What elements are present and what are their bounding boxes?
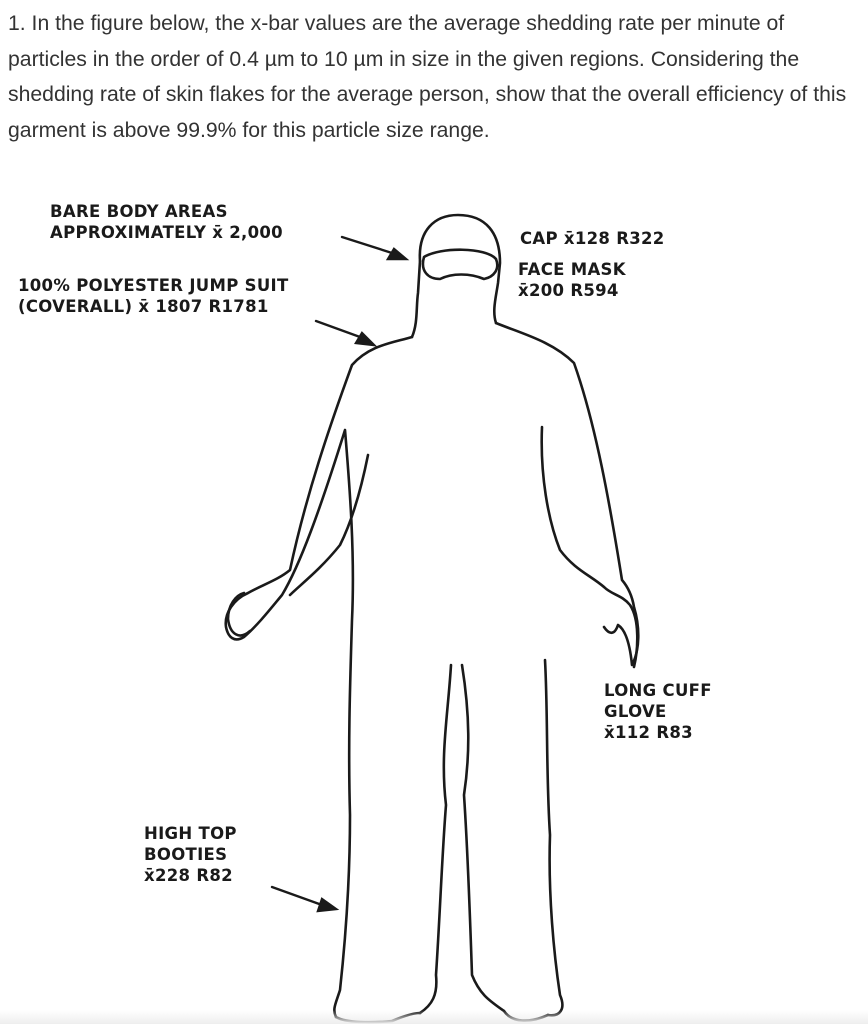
coverall-outline-right [496,323,638,665]
face-mask [423,250,497,279]
right-leg-outer [545,660,562,1015]
face-mask-label: FACE MASK x̄200 R594 [518,260,626,300]
hood-outline [420,215,500,323]
coverall-figure [0,175,868,1024]
glove-label: LONG CUFF GLOVE x̄112 R83 [604,681,712,742]
jump-suit-label: 100% POLYESTER JUMP SUIT (COVERALL) x̄ 1807 R1781 [18,276,289,316]
cap-label: CAP x̄128 R322 [520,229,665,248]
booties-arrowhead [318,899,336,911]
left-leg-inner [420,665,451,1013]
coverall-outline [226,337,412,1017]
jump-suit-arrow [316,321,360,337]
right-leg-inner [462,665,504,1011]
bare-body-arrow [342,237,392,253]
jump-suit-arrowhead [356,333,374,345]
booties-label: HIGH TOP BOOTIES x̄228 R82 [144,824,237,885]
bare-body-label: BARE BODY AREAS APPROXIMATELY x̄ 2,000 [50,202,283,242]
booties-arrow [272,887,322,905]
bottom-shadow [0,1010,868,1024]
hood-left-edge [412,261,420,337]
bare-body-arrowhead [388,249,406,259]
right-arm-inner [542,427,604,587]
question-text: 1. In the figure below, the x-bar values are the average shedding rate per minute of particles in the order of 0.4 µm to 10 µm in size in the given regions. Considering the shedding rate of skin flakes for the average person, show that the overall efficiency of this garment is above 99.9% for this particle size range. [8,12,847,142]
